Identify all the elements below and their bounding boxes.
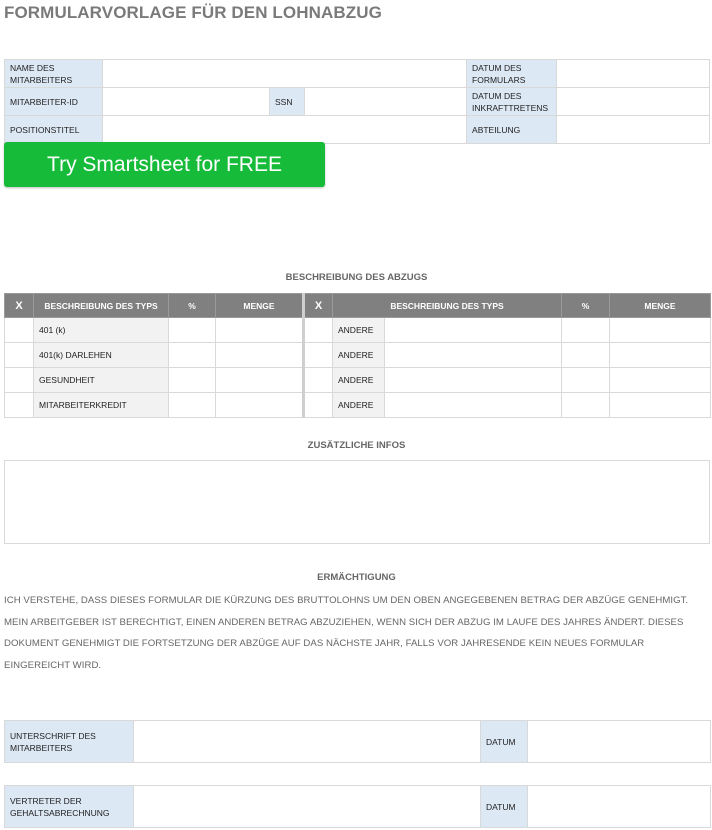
left-percent-cell[interactable]	[169, 393, 216, 418]
right-checkbox-cell[interactable]	[304, 393, 333, 418]
employee-id-label: MITARBEITER-ID	[5, 88, 103, 116]
right-type-input[interactable]	[385, 368, 561, 392]
right-type-cell	[333, 368, 562, 393]
right-type-input[interactable]	[385, 393, 561, 417]
right-percent-cell[interactable]	[562, 343, 610, 368]
deductions-title: BESCHREIBUNG DES ABZUGS	[285, 272, 428, 283]
right-amount-cell[interactable]	[610, 368, 711, 393]
right-type-input[interactable]	[385, 343, 561, 367]
employee-signature-date-field[interactable]	[528, 721, 711, 763]
payroll-signature-field[interactable]	[134, 786, 481, 828]
right-type-label: ANDERE	[333, 343, 385, 367]
employee-signature-label: UNTERSCHRIFT DES MITARBEITERS	[5, 721, 134, 763]
right-amount-cell[interactable]	[610, 393, 711, 418]
left-type-header: BESCHREIBUNG DES TYPS	[34, 294, 169, 318]
payroll-signature-label: VERTRETER DER GEHALTSABRECHNUNG	[5, 786, 134, 828]
left-amount-cell[interactable]	[216, 368, 304, 393]
right-checkbox-cell[interactable]	[304, 368, 333, 393]
payroll-signature-date-label: DATUM	[481, 786, 528, 828]
left-type-cell: GESUNDHEIT	[34, 368, 169, 393]
left-percent-header: %	[169, 294, 216, 318]
deduction-row	[5, 318, 711, 343]
position-field[interactable]	[103, 116, 467, 144]
position-label: POSITIONSTITEL	[5, 116, 103, 144]
left-checkbox-cell[interactable]	[5, 393, 34, 418]
right-type-label: ANDERE	[333, 393, 385, 417]
right-type-cell	[333, 318, 562, 343]
form-date-field[interactable]	[557, 60, 710, 88]
left-amount-header: MENGE	[216, 294, 304, 318]
additional-info-textarea[interactable]	[4, 460, 710, 544]
right-type-header: BESCHREIBUNG DES TYPS	[333, 294, 562, 318]
effective-date-label: DATUM DES INKRAFTTRETENS	[467, 88, 557, 116]
left-type-cell: 401(k) DARLEHEN	[34, 343, 169, 368]
ssn-label: SSN	[270, 88, 305, 116]
employee-signature-date-label: DATUM	[481, 721, 528, 763]
employee-signature-field[interactable]	[134, 721, 481, 763]
left-checkbox-cell[interactable]	[5, 318, 34, 343]
left-percent-cell[interactable]	[169, 343, 216, 368]
left-amount-cell[interactable]	[216, 393, 304, 418]
right-percent-header: %	[562, 294, 610, 318]
payroll-signature-table	[4, 785, 711, 828]
left-type-cell: 401 (k)	[34, 318, 169, 343]
employee-name-field[interactable]	[103, 60, 467, 88]
left-checkbox-cell[interactable]	[5, 368, 34, 393]
deductions-table	[4, 293, 711, 418]
right-percent-cell[interactable]	[562, 318, 610, 343]
deduction-row	[5, 343, 711, 368]
right-x-header: X	[304, 294, 333, 318]
right-percent-cell[interactable]	[562, 393, 610, 418]
try-smartsheet-button[interactable]: Try Smartsheet for FREE	[4, 142, 325, 187]
additional-info-title: ZUSÄTZLICHE INFOS	[307, 440, 406, 451]
right-amount-cell[interactable]	[610, 318, 711, 343]
deduction-row	[5, 368, 711, 393]
authorization-text: ICH VERSTEHE, DASS DIESES FORMULAR DIE KÜRZUNG DES BRUTTOLOHNS UM DEN OBEN ANGEGEBENEN BETRAG DER ABZÜGE GENEHMIGT. MEIN ARBEITGEBER IST BERECHTIGT, EINEN ANDEREN BETRAG ABZUZIEHEN, WENN SICH DER ABZUG IM LAUFE DES JAHRES ÄNDERT. DIESES DOKUMENT GENEHMIGT DIE FORTSETZUNG DER ABZÜGE AUF DAS NÄCHSTE JAHR, FALLS VOR JAHRESENDE KEIN NEUES FORMULAR EINGEREICHT WIRD.	[4, 595, 689, 671]
employee-id-field[interactable]	[103, 88, 270, 116]
right-type-label: ANDERE	[333, 318, 385, 342]
employee-name-label: NAME DES MITARBEITERS	[5, 60, 103, 88]
employee-signature-table	[4, 720, 711, 763]
effective-date-field[interactable]	[557, 88, 710, 116]
right-type-cell	[333, 393, 562, 418]
left-x-header: X	[5, 294, 34, 318]
deduction-row	[5, 393, 711, 418]
page-title: FORMULARVORLAGE FÜR DEN LOHNABZUG	[4, 3, 382, 22]
left-percent-cell[interactable]	[169, 368, 216, 393]
left-percent-cell[interactable]	[169, 318, 216, 343]
left-amount-cell[interactable]	[216, 318, 304, 343]
left-type-cell: MITARBEITERKREDIT	[34, 393, 169, 418]
ssn-field[interactable]	[305, 88, 467, 116]
left-amount-cell[interactable]	[216, 343, 304, 368]
right-checkbox-cell[interactable]	[304, 318, 333, 343]
form-date-label: DATUM DES FORMULARS	[467, 60, 557, 88]
payroll-signature-date-field[interactable]	[528, 786, 711, 828]
right-checkbox-cell[interactable]	[304, 343, 333, 368]
department-label: ABTEILUNG	[467, 116, 557, 144]
right-amount-cell[interactable]	[610, 343, 711, 368]
right-type-label: ANDERE	[333, 368, 385, 392]
left-checkbox-cell[interactable]	[5, 343, 34, 368]
department-field[interactable]	[557, 116, 710, 144]
employee-info-table	[4, 59, 710, 144]
right-type-cell	[333, 343, 562, 368]
authorization-title: ERMÄCHTIGUNG	[317, 572, 396, 583]
right-type-input[interactable]	[385, 318, 561, 342]
right-amount-header: MENGE	[610, 294, 711, 318]
right-percent-cell[interactable]	[562, 368, 610, 393]
